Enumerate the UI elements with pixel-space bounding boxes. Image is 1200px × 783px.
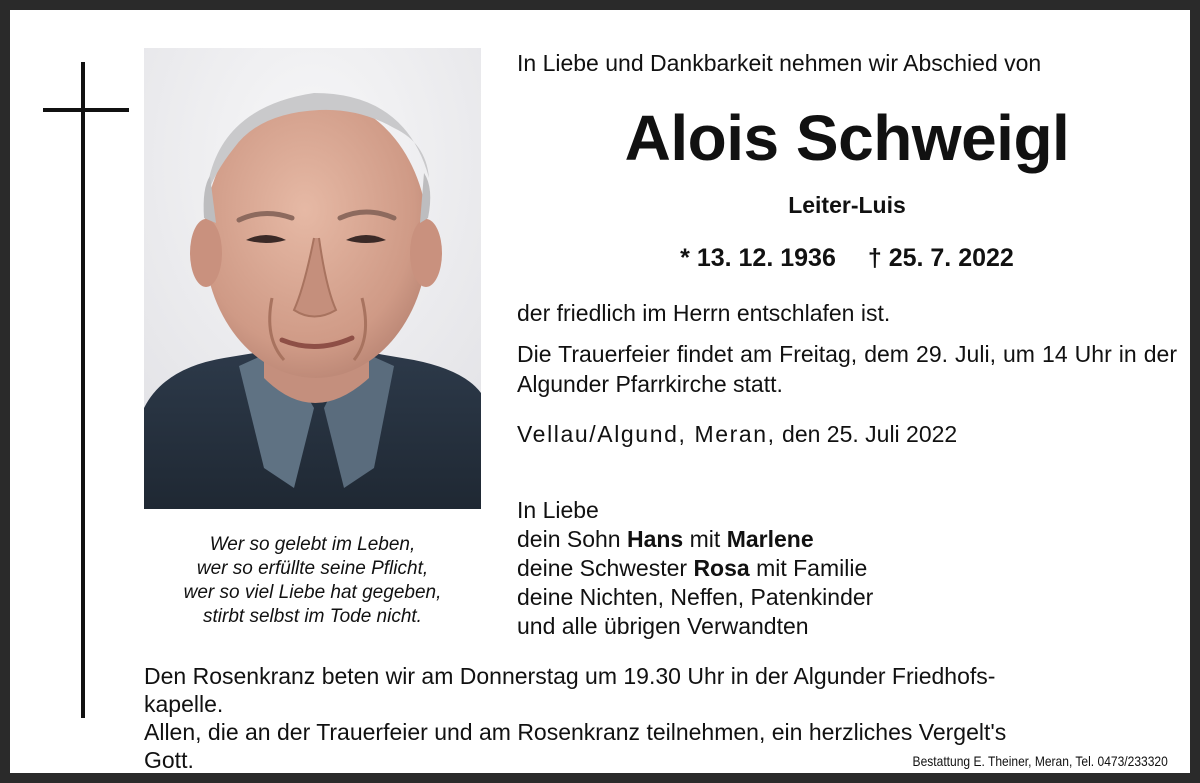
poem-line: Wer so gelebt im Leben, — [209, 534, 416, 555]
life-dates — [517, 244, 1177, 273]
announcement-line: Allen, die an der Trauerfeier und am Rosenkranz teilnehmen, ein herzliches Vergelt's — [144, 719, 1007, 745]
announcement-line: Gott. — [144, 747, 194, 773]
funeral-text: Die Trauerfeier findet am Freitag, dem 29. Juli, um 14 Uhr in der Algunder Pfarrkirche statt. — [517, 341, 1177, 397]
family-name-rosa: Rosa — [693, 555, 750, 581]
family-line: und alle übrigen Verwandten — [517, 613, 809, 639]
birth-date: * 13. 12. 1936 — [680, 244, 836, 272]
cross-horizontal-bar — [43, 108, 129, 112]
portrait-photo — [144, 48, 481, 509]
family-line — [517, 525, 873, 554]
intro-text: In Liebe und Dankbarkeit nehmen wir Abschied von — [517, 50, 1042, 76]
family-text: mit Familie — [749, 555, 868, 581]
deceased-name: Alois Schweigl — [624, 102, 1070, 174]
undertaker-credit: Bestattung E. Theiner, Meran, Tel. 0473/233320 — [912, 753, 1168, 769]
cross-vertical-bar — [81, 62, 85, 718]
deceased-nickname: Leiter-Luis — [788, 192, 906, 218]
family-text: deine Schwester — [517, 555, 694, 581]
family-line: deine Nichten, Neffen, Patenkinder — [517, 584, 874, 610]
family-line: In Liebe — [517, 497, 599, 523]
poem-line: stirbt selbst im Tode nicht. — [203, 606, 422, 627]
announcement-line: Den Rosenkranz beten wir am Donnerstag um 19.30 Uhr in der Algunder Friedhofs- — [144, 663, 996, 689]
poem-line: wer so viel Liebe hat gegeben, — [183, 582, 442, 603]
family-signature — [517, 496, 873, 641]
place-name: Vellau/Algund, Meran, — [517, 421, 776, 447]
poem-line: wer so erfüllte seine Pflicht, — [196, 558, 429, 579]
family-text: mit — [683, 526, 727, 552]
memorial-poem — [144, 533, 481, 629]
notice-date: den 25. Juli 2022 — [775, 421, 958, 447]
announcement-line: kapelle. — [144, 691, 224, 717]
family-text: dein Sohn — [517, 526, 627, 552]
family-name-hans: Hans — [626, 526, 684, 552]
death-date: † 25. 7. 2022 — [867, 244, 1014, 272]
passed-text: der friedlich im Herrn entschlafen ist. — [517, 300, 891, 326]
family-line — [517, 554, 873, 583]
family-name-marlene: Marlene — [726, 526, 814, 552]
place-date — [517, 419, 957, 449]
